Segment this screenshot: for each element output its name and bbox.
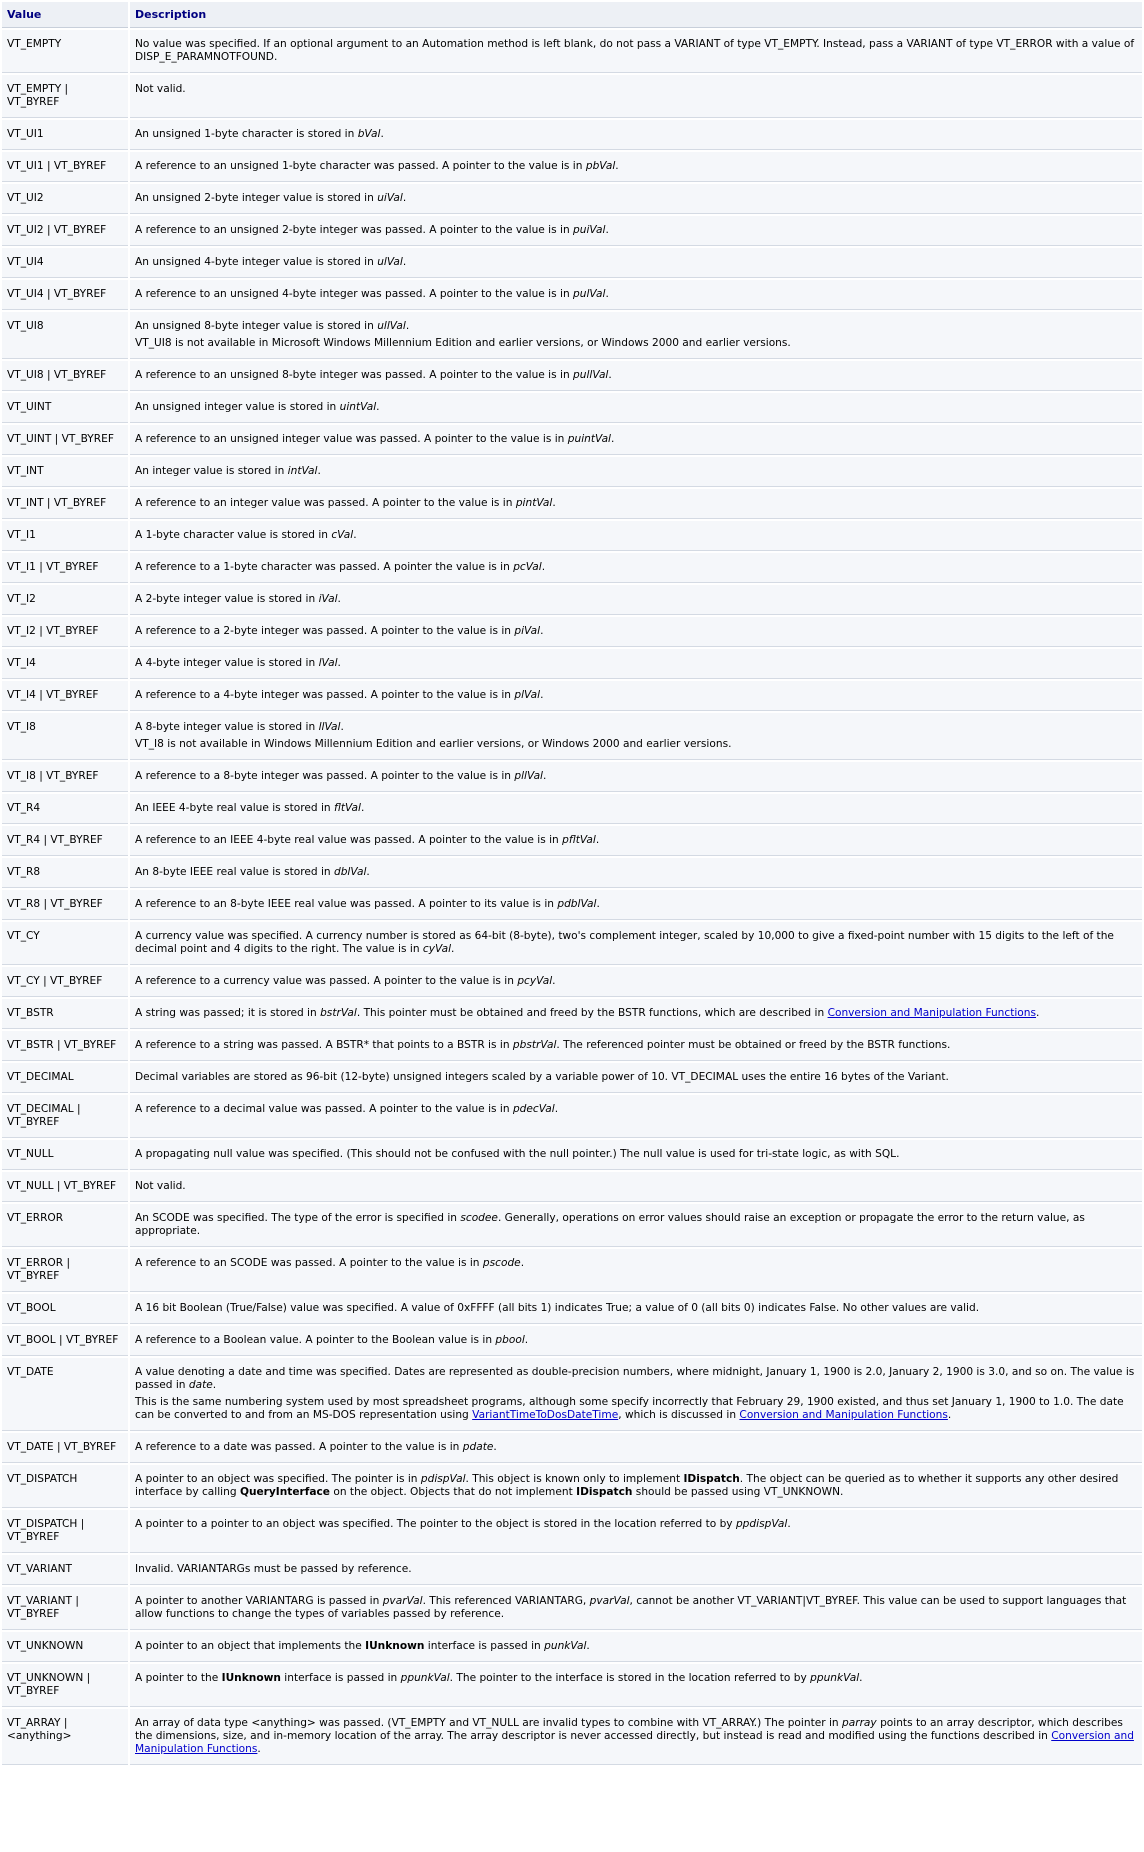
table-row	[2, 1326, 1142, 1356]
description-paragraph: A reference to an unsigned integer value was passed. A pointer to the value is in puintVal.	[135, 433, 615, 445]
description-paragraph: A 4-byte integer value is stored in lVal.	[135, 657, 341, 669]
value-cell: VT_I2	[2, 585, 128, 615]
value-cell: VT_VARIANT | VT_BYREF	[2, 1587, 128, 1630]
value-cell: VT_ERROR | VT_BYREF	[2, 1249, 128, 1292]
value-cell: VT_DECIMAL	[2, 1063, 128, 1093]
description-paragraph: Invalid. VARIANTARGs must be passed by reference.	[135, 1563, 412, 1575]
field-name: ulVal	[377, 256, 403, 268]
value-cell: VT_I4	[2, 649, 128, 679]
description-cell	[130, 457, 1142, 487]
description-cell	[130, 30, 1142, 73]
description-cell	[130, 216, 1142, 246]
description-cell	[130, 999, 1142, 1029]
table-row	[2, 649, 1142, 679]
table-row	[2, 1172, 1142, 1202]
description-paragraph: A reference to a decimal value was passed. A pointer to the value is in pdecVal.	[135, 1103, 559, 1115]
field-name: pintVal	[515, 497, 553, 509]
table-row	[2, 762, 1142, 792]
field-name: llVal	[318, 721, 341, 733]
description-cell	[130, 890, 1142, 920]
table-row	[2, 1664, 1142, 1707]
value-cell: VT_ERROR	[2, 1204, 128, 1247]
value-cell: VT_VARIANT	[2, 1555, 128, 1585]
description-cell	[130, 794, 1142, 824]
value-cell: VT_CY	[2, 922, 128, 965]
value-cell: VT_UI1	[2, 120, 128, 150]
description-cell	[130, 361, 1142, 391]
description-cell	[130, 1510, 1142, 1553]
description-paragraph: A pointer to an object was specified. The pointer is in pdispVal. This object is known only to implement IDispatch. The object can be queried as to whether it supports any other desired interface by calling QueryInterface on the object. Objects that do not implement IDispatch should be passed using VT_UNKNOWN.	[135, 1473, 1119, 1498]
field-name: puintVal	[567, 433, 612, 445]
interface-name: IDispatch	[683, 1473, 740, 1485]
table-row	[2, 248, 1142, 278]
description-cell	[130, 649, 1142, 679]
table-header-row	[2, 2, 1142, 28]
value-cell: VT_DECIMAL | VT_BYREF	[2, 1095, 128, 1138]
field-name: pulVal	[573, 288, 606, 300]
value-cell: VT_UI2 | VT_BYREF	[2, 216, 128, 246]
table-row	[2, 30, 1142, 73]
table-row	[2, 1294, 1142, 1324]
description-paragraph: A reference to an SCODE was passed. A pointer to the value is in pscode.	[135, 1257, 525, 1269]
table-row	[2, 1358, 1142, 1431]
table-row	[2, 1555, 1142, 1585]
value-cell: VT_R4 | VT_BYREF	[2, 826, 128, 856]
description-paragraph: An IEEE 4-byte real value is stored in fltVal.	[135, 802, 365, 814]
value-cell: VT_I1	[2, 521, 128, 551]
table-row	[2, 457, 1142, 487]
description-cell	[130, 858, 1142, 888]
interface-name: IDispatch	[576, 1486, 633, 1498]
field-name: lVal	[318, 657, 338, 669]
description-cell	[130, 248, 1142, 278]
field-name: fltVal	[333, 802, 361, 814]
description-cell	[130, 489, 1142, 519]
field-name: pcyVal	[517, 975, 553, 987]
description-paragraph: A reference to a date was passed. A pointer to the value is in pdate.	[135, 1441, 497, 1453]
value-cell: VT_EMPTY | VT_BYREF	[2, 75, 128, 118]
doc-link[interactable]: Conversion and Manipulation Functions	[827, 1007, 1037, 1019]
description-cell	[130, 521, 1142, 551]
value-cell: VT_UINT	[2, 393, 128, 423]
field-name: pdblVal	[557, 898, 597, 910]
field-name: pbVal	[585, 160, 616, 172]
field-name: uintVal	[339, 401, 377, 413]
description-cell	[130, 1358, 1142, 1431]
description-cell	[130, 1465, 1142, 1508]
interface-name: IUnknown	[221, 1672, 281, 1684]
description-cell	[130, 967, 1142, 997]
description-paragraph: A reference to an integer value was passed. A pointer to the value is in pintVal.	[135, 497, 556, 509]
field-name: ullVal	[377, 320, 406, 332]
description-paragraph: A reference to an unsigned 8-byte integer was passed. A pointer to the value is in pullVal.	[135, 369, 612, 381]
table-row	[2, 681, 1142, 711]
description-paragraph: A 8-byte integer value is stored in llVal.	[135, 721, 344, 733]
table-row	[2, 425, 1142, 455]
field-name: pvarVal	[589, 1595, 630, 1607]
table-row	[2, 75, 1142, 118]
value-cell: VT_NULL	[2, 1140, 128, 1170]
description-paragraph: An SCODE was specified. The type of the error is specified in scodee. Generally, operations on error values should raise an exception or propagate the error to the return value, as appropriate.	[135, 1212, 1085, 1237]
description-paragraph: This is the same numbering system used by most spreadsheet programs, although some specify incorrectly that February 29, 1900 existed, and thus set January 1, 1900 to 1.0. The date can be converted to and from an MS-DOS representation using VariantTimeToDosDateTime, which is discussed in Conversion and Manipulation Functions.	[135, 1396, 1124, 1421]
value-cell: VT_I8 | VT_BYREF	[2, 762, 128, 792]
description-cell	[130, 1555, 1142, 1585]
table-row	[2, 489, 1142, 519]
description-paragraph: No value was specified. If an optional argument to an Automation method is left blank, do not pass a VARIANT of type VT_EMPTY. Instead, pass a VARIANT of type VT_ERROR with a value of DISP_E_PARAMNOTFOUND.	[135, 38, 1135, 63]
field-name: pdispVal	[420, 1473, 466, 1485]
value-cell: VT_EMPTY	[2, 30, 128, 73]
value-cell: VT_CY | VT_BYREF	[2, 967, 128, 997]
table-row	[2, 184, 1142, 214]
description-paragraph: A 16 bit Boolean (True/False) value was specified. A value of 0xFFFF (all bits 1) indicates True; a value of 0 (all bits 0) indicates False. No other values are valid.	[135, 1302, 980, 1314]
value-cell: VT_I8	[2, 713, 128, 760]
table-row	[2, 826, 1142, 856]
field-name: dblVal	[333, 866, 367, 878]
field-name: pcVal	[513, 561, 542, 573]
table-row	[2, 922, 1142, 965]
description-cell	[130, 553, 1142, 583]
table-row	[2, 120, 1142, 150]
description-cell	[130, 120, 1142, 150]
description-cell	[130, 312, 1142, 359]
field-name: pfltVal	[562, 834, 596, 846]
value-cell: VT_I1 | VT_BYREF	[2, 553, 128, 583]
description-cell	[130, 1095, 1142, 1138]
table-row	[2, 1465, 1142, 1508]
description-paragraph: A reference to an unsigned 1-byte character was passed. A pointer to the value is in pbVal.	[135, 160, 619, 172]
description-paragraph: A reference to an unsigned 2-byte integer was passed. A pointer to the value is in puiVal.	[135, 224, 609, 236]
table-row	[2, 585, 1142, 615]
description-cell	[130, 617, 1142, 647]
table-row	[2, 1249, 1142, 1292]
value-cell: VT_R8 | VT_BYREF	[2, 890, 128, 920]
table-row	[2, 1031, 1142, 1061]
field-name: date	[188, 1379, 213, 1391]
description-cell	[130, 762, 1142, 792]
table-row	[2, 1709, 1142, 1765]
description-paragraph: A reference to a Boolean value. A pointer to the Boolean value is in pbool.	[135, 1334, 529, 1346]
value-cell: VT_R8	[2, 858, 128, 888]
interface-name: IUnknown	[365, 1640, 425, 1652]
description-paragraph: An unsigned integer value is stored in uintVal.	[135, 401, 380, 413]
doc-link[interactable]: VariantTimeToDosDateTime	[472, 1409, 619, 1421]
description-cell	[130, 1709, 1142, 1765]
description-paragraph: A reference to a 8-byte integer was passed. A pointer to the value is in pllVal.	[135, 770, 547, 782]
table-row	[2, 858, 1142, 888]
description-paragraph: A pointer to the IUnknown interface is passed in ppunkVal. The pointer to the interface is stored in the location referred to by ppunkVal.	[135, 1672, 863, 1684]
table-row	[2, 999, 1142, 1029]
description-paragraph: Not valid.	[135, 83, 186, 95]
description-paragraph: VT_I8 is not available in Windows Millennium Edition and earlier versions, or Windows 2000 and earlier versions.	[135, 738, 732, 750]
description-cell	[130, 1249, 1142, 1292]
description-paragraph: A reference to a 4-byte integer was passed. A pointer to the value is in plVal.	[135, 689, 544, 701]
column-header-value: Value	[2, 2, 128, 28]
description-paragraph: Not valid.	[135, 1180, 186, 1192]
table-row	[2, 553, 1142, 583]
field-name: ppdispVal	[735, 1518, 788, 1530]
description-paragraph: Decimal variables are stored as 96-bit (12-byte) unsigned integers scaled by a variable power of 10. VT_DECIMAL uses the entire 16 bytes of the Variant.	[135, 1071, 949, 1083]
field-name: pscode	[482, 1257, 521, 1269]
field-name: cyVal	[422, 943, 452, 955]
description-cell	[130, 1664, 1142, 1707]
description-cell	[130, 585, 1142, 615]
table-row	[2, 890, 1142, 920]
table-row	[2, 312, 1142, 359]
description-paragraph: A reference to an IEEE 4-byte real value was passed. A pointer to the value is in pfltVal.	[135, 834, 600, 846]
field-name: pbstrVal	[512, 1039, 557, 1051]
description-paragraph: A reference to a currency value was passed. A pointer to the value is in pcyVal.	[135, 975, 556, 987]
table-row	[2, 1433, 1142, 1463]
table-row	[2, 1587, 1142, 1630]
field-name: puiVal	[573, 224, 606, 236]
column-header-description: Description	[130, 2, 1142, 28]
value-cell: VT_UI1 | VT_BYREF	[2, 152, 128, 182]
description-cell	[130, 1326, 1142, 1356]
description-paragraph: A string was passed; it is stored in bstrVal. This pointer must be obtained and freed by the BSTR functions, which are described in Conversion and Manipulation Functions.	[135, 1007, 1040, 1019]
table-row	[2, 1632, 1142, 1662]
description-cell	[130, 280, 1142, 310]
description-cell	[130, 1063, 1142, 1093]
description-cell	[130, 922, 1142, 965]
description-paragraph: An 8-byte IEEE real value is stored in dblVal.	[135, 866, 370, 878]
description-paragraph: An unsigned 2-byte integer value is stored in uiVal.	[135, 192, 407, 204]
table-row	[2, 1140, 1142, 1170]
value-cell: VT_DATE | VT_BYREF	[2, 1433, 128, 1463]
description-paragraph: An integer value is stored in intVal.	[135, 465, 321, 477]
description-cell	[130, 1587, 1142, 1630]
description-paragraph: A currency value was specified. A currency number is stored as 64-bit (8-byte), two's complement integer, scaled by 10,000 to give a fixed-point number with 15 digits to the left of the decimal point and 4 digits to the right. The value is in cyVal.	[135, 930, 1114, 955]
description-paragraph: A reference to an 8-byte IEEE real value was passed. A pointer to its value is in pdblVal.	[135, 898, 600, 910]
field-name: bstrVal	[320, 1007, 357, 1019]
table-row	[2, 1510, 1142, 1553]
value-cell: VT_UI2	[2, 184, 128, 214]
description-paragraph: A pointer to an object that implements the IUnknown interface is passed in punkVal.	[135, 1640, 590, 1652]
interface-name: QueryInterface	[239, 1486, 330, 1498]
value-cell: VT_UNKNOWN | VT_BYREF	[2, 1664, 128, 1707]
value-cell: VT_UINT | VT_BYREF	[2, 425, 128, 455]
description-cell	[130, 1294, 1142, 1324]
description-paragraph: VT_UI8 is not available in Microsoft Windows Millennium Edition and earlier versions, or Windows 2000 and earlier versions.	[135, 337, 791, 349]
table-row	[2, 361, 1142, 391]
value-cell: VT_UI8	[2, 312, 128, 359]
table-row	[2, 1063, 1142, 1093]
description-cell	[130, 1031, 1142, 1061]
description-paragraph: A reference to a 1-byte character was passed. A pointer the value is in pcVal.	[135, 561, 546, 573]
value-cell: VT_UI4 | VT_BYREF	[2, 280, 128, 310]
description-cell	[130, 393, 1142, 423]
field-name: intVal	[287, 465, 318, 477]
description-cell	[130, 1172, 1142, 1202]
description-paragraph: A 1-byte character value is stored in cVal.	[135, 529, 357, 541]
description-paragraph: A reference to a 2-byte integer was passed. A pointer to the value is in piVal.	[135, 625, 544, 637]
field-name: uiVal	[377, 192, 403, 204]
value-cell: VT_INT	[2, 457, 128, 487]
value-cell: VT_BOOL	[2, 1294, 128, 1324]
value-cell: VT_BSTR	[2, 999, 128, 1029]
table-row	[2, 617, 1142, 647]
field-name: bVal	[357, 128, 381, 140]
table-row	[2, 713, 1142, 760]
value-cell: VT_I2 | VT_BYREF	[2, 617, 128, 647]
description-paragraph: A propagating null value was specified. (This should not be confused with the null pointer.) The null value is used for tri-state logic, as with SQL.	[135, 1148, 900, 1160]
table-row	[2, 280, 1142, 310]
description-paragraph: An unsigned 4-byte integer value is stored in ulVal.	[135, 256, 407, 268]
description-cell	[130, 184, 1142, 214]
table-row	[2, 393, 1142, 423]
description-cell	[130, 152, 1142, 182]
value-cell: VT_ARRAY | <anything>	[2, 1709, 128, 1765]
description-cell	[130, 75, 1142, 118]
field-name: pdate	[462, 1441, 494, 1453]
table-row	[2, 1095, 1142, 1138]
description-cell	[130, 1433, 1142, 1463]
field-name: iVal	[318, 593, 338, 605]
value-cell: VT_DISPATCH | VT_BYREF	[2, 1510, 128, 1553]
description-paragraph: A 2-byte integer value is stored in iVal.	[135, 593, 341, 605]
doc-link[interactable]: Conversion and Manipulation Functions	[135, 1730, 1134, 1755]
table-row	[2, 967, 1142, 997]
field-name: pbool	[495, 1334, 525, 1346]
value-cell: VT_NULL | VT_BYREF	[2, 1172, 128, 1202]
field-name: plVal	[514, 689, 541, 701]
description-paragraph: A reference to a string was passed. A BSTR* that points to a BSTR is in pbstrVal. The referenced pointer must be obtained or freed by the BSTR functions.	[135, 1039, 951, 1051]
field-name: scodee	[460, 1212, 498, 1224]
table-row	[2, 152, 1142, 182]
value-cell: VT_BOOL | VT_BYREF	[2, 1326, 128, 1356]
field-name: ppunkVal	[810, 1672, 860, 1684]
field-name: pdecVal	[512, 1103, 555, 1115]
description-paragraph: A pointer to a pointer to an object was specified. The pointer to the object is stored in the location referred to by ppdispVal.	[135, 1518, 791, 1530]
description-cell	[130, 1140, 1142, 1170]
description-paragraph: An array of data type <anything> was passed. (VT_EMPTY and VT_NULL are invalid types to combine with VT_ARRAY.) The pointer in parray points to an array descriptor, which describes the dimensions, size, and in-memory location of the array. The array descriptor is never accessed directly, but instead is read and modified using the functions described in Conversion and Manipulation Functions.	[135, 1717, 1134, 1755]
value-cell: VT_DATE	[2, 1358, 128, 1431]
description-cell	[130, 1632, 1142, 1662]
value-cell: VT_R4	[2, 794, 128, 824]
field-name: punkVal	[544, 1640, 587, 1652]
field-name: ppunkVal	[400, 1672, 450, 1684]
table-row	[2, 521, 1142, 551]
field-name: piVal	[514, 625, 541, 637]
description-cell	[130, 425, 1142, 455]
description-cell	[130, 826, 1142, 856]
field-name: cVal	[331, 529, 354, 541]
value-cell: VT_BSTR | VT_BYREF	[2, 1031, 128, 1061]
field-name: parray	[842, 1717, 877, 1729]
table-body	[2, 30, 1142, 1765]
value-cell: VT_UI4	[2, 248, 128, 278]
description-cell	[130, 681, 1142, 711]
description-paragraph: A reference to an unsigned 4-byte integer was passed. A pointer to the value is in pulVal.	[135, 288, 609, 300]
value-cell: VT_INT | VT_BYREF	[2, 489, 128, 519]
doc-link[interactable]: Conversion and Manipulation Functions	[739, 1409, 948, 1421]
value-cell: VT_UNKNOWN	[2, 1632, 128, 1662]
description-cell	[130, 713, 1142, 760]
value-cell: VT_UI8 | VT_BYREF	[2, 361, 128, 391]
table-row	[2, 1204, 1142, 1247]
description-paragraph: A pointer to another VARIANTARG is passed in pvarVal. This referenced VARIANTARG, pvarVal, cannot be another VT_VARIANT|VT_BYREF. This value can be used to support languages that allow functions to change the types of variables passed by reference.	[135, 1595, 1127, 1620]
description-paragraph: An unsigned 1-byte character is stored in bVal.	[135, 128, 384, 140]
value-cell: VT_DISPATCH	[2, 1465, 128, 1508]
description-paragraph: A value denoting a date and time was specified. Dates are represented as double-precision numbers, where midnight, January 1, 1900 is 2.0, January 2, 1900 is 3.0, and so on. The value is passed in date.	[135, 1366, 1135, 1391]
value-cell: VT_I4 | VT_BYREF	[2, 681, 128, 711]
field-name: pllVal	[514, 770, 544, 782]
field-name: pvarVal	[382, 1595, 423, 1607]
description-paragraph: An unsigned 8-byte integer value is stored in ullVal.	[135, 320, 410, 332]
description-cell	[130, 1204, 1142, 1247]
field-name: pullVal	[573, 369, 609, 381]
table-row	[2, 794, 1142, 824]
table-row	[2, 216, 1142, 246]
